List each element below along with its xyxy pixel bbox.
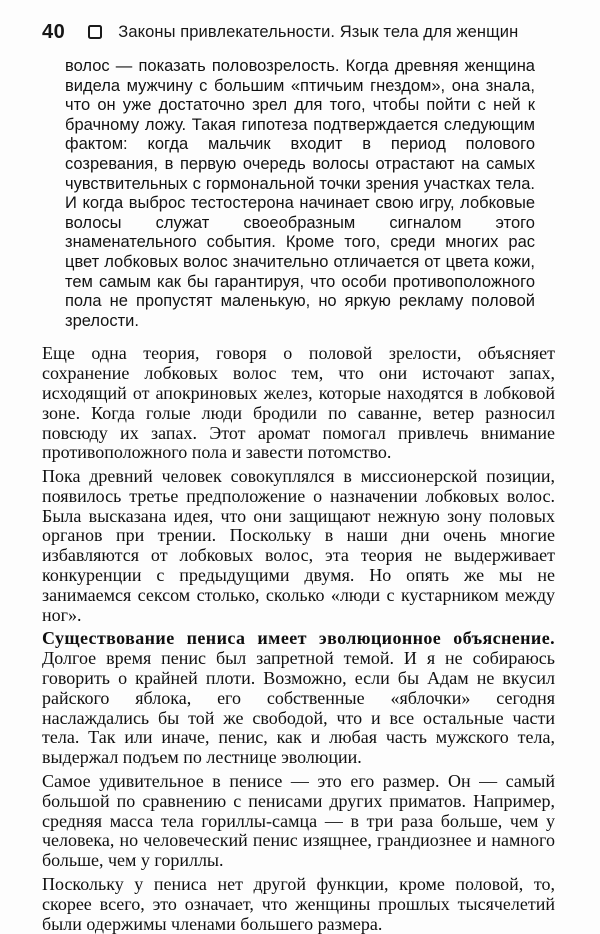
paragraph-apocrine-theory: Еще одна теория, говоря о половой зрелости, объясняет сохранение лобковых волос тем, что они источают запах, исходящий от апокриновых желез, которые находятся в лобковой зоне. Когда голые люди бродили по саванне, ветер разносил повсюду их запах. Этот аромат помогал привлечь внимание противоположного пола и завести потомство.: [42, 343, 555, 463]
paragraph-penis-size: Самое удивительное в пенисе — это его размер. Он — самый большой по сравнению с пенисами других приматов. Например, средняя масса тела гориллы-самца — в три раза больше, чем у человека, но человеческий пенис изящнее, грандиознее и намного больше, чем у гориллы.: [42, 771, 555, 871]
open-square-icon: [88, 25, 102, 39]
running-head: [42, 21, 555, 43]
paragraph-friction-theory: Пока древний человек совокуплялся в миссионерской позиции, появилось третье предположение о назначении лобковых волос. Была высказана идея, что они защищают нежную зону половых органов при трении. Поскольку в наши дни очень многие избавляются от лобковых волос, эта теория не выдерживает конкуренции с предыдущими двумя. Но опять же мы не занимаемся сексом столько, сколько «люди с кустарником между ног».: [42, 466, 555, 625]
paragraph-penis-function: Поскольку у пениса нет другой функции, кроме половой, то, скорее всего, это означает, что женщины прошлых тысячелетий были одержимы членами большего размера.: [42, 874, 555, 934]
paragraph-text: Долгое время пенис был запретной темой. И я не собираюсь говорить о крайней плоти. Возможно, если бы Адам не вкусил райского яблока, его собственные «яблочки» сегодня наслаждались бы той же свободой, что и все остальные части тела. Так или иначе, пенис, как и любая часть мужского тела, выдержал подъем по лестнице эволюции.: [42, 648, 555, 768]
body-text: [42, 344, 555, 934]
running-title: Законы привлекательности. Язык тела для женщин: [118, 22, 519, 41]
run-in-heading: Существование пениса имеет эволюционное объяснение.: [42, 628, 555, 649]
page-number: 40: [42, 20, 66, 43]
paragraph-penis-evolution: [42, 629, 555, 768]
indented-passage: волос — показать половозрелость. Когда древняя женщина видела мужчину с большим «птичьим гнездом», она знала, что он уже достаточно зрел для того, чтобы пойти с ней к брачному ложу. Такая гипотеза подтверждается следующим фактом: когда мальчик входит в период полового созревания, в первую очередь волосы отрастают на самых чувствительных с гормональной точки зрения участках тела. И когда выброс тестостерона начинает свою игру, лобковые волосы служат своеобразным сигналом этого знаменательного события. Кроме того, среди многих рас цвет лобковых волос значительно отличается от цвета кожи, тем самым как бы гарантируя, что особи противоположного пола не пропустят маленькую, но яркую рекламу половой зрелости.: [65, 57, 535, 330]
